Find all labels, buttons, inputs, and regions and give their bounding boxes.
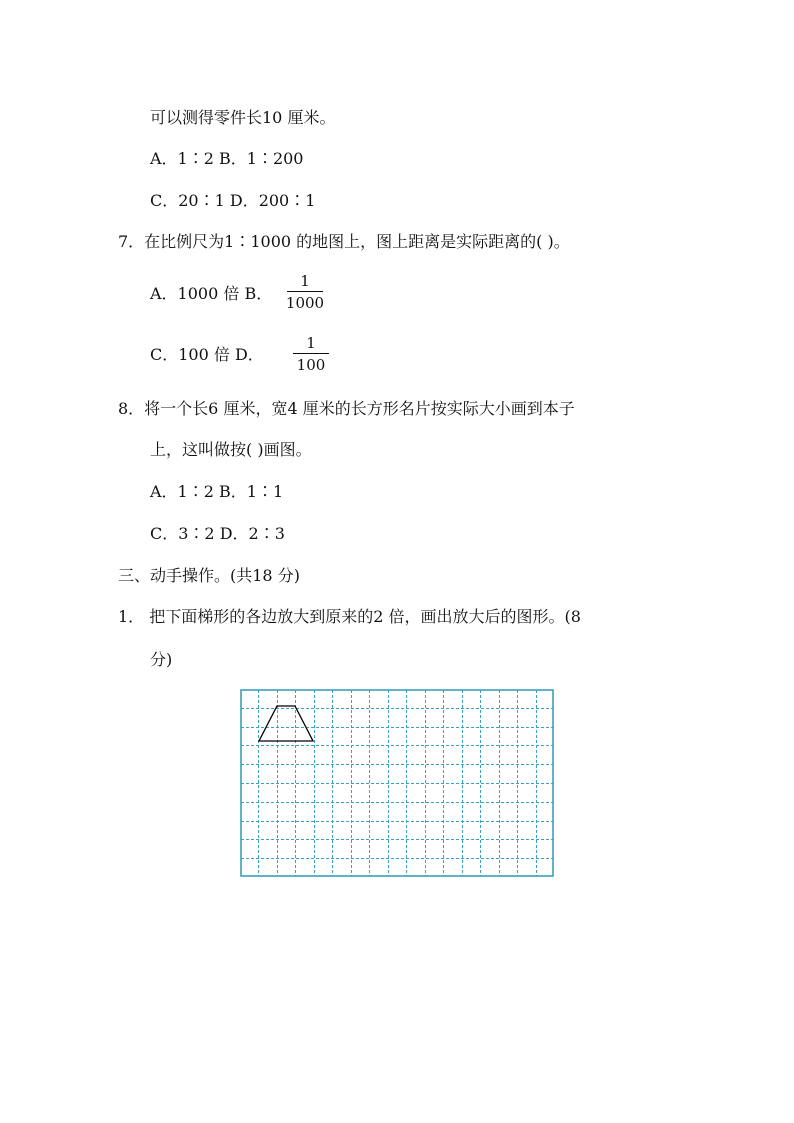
q7-question: 7．在比例尺为1∶1000 的地图上，图上距离是实际距离的( )。 — [118, 232, 570, 251]
fraction-numerator: 1 — [306, 334, 316, 352]
fraction-bar — [293, 353, 329, 354]
q8-options-cd: C．3∶2 D．2∶3 — [150, 524, 285, 543]
q6-continuation: 可以测得零件长10 厘米。 — [150, 108, 336, 127]
fraction-1-over-1000 — [285, 272, 325, 312]
fraction-1-over-100 — [291, 334, 331, 374]
q6-options-cd: C．20∶1 D．200∶1 — [150, 191, 316, 210]
q8-question-line1: 8．将一个长6 厘米，宽4 厘米的长方形名片按实际大小画到本子 — [118, 399, 575, 418]
fraction-denominator: 100 — [296, 356, 326, 374]
p1-question-line1: 1． 把下面梯形的各边放大到原来的2 倍，画出放大后的图形。(8 — [118, 607, 581, 626]
q6-options-ab: A．1∶2 B．1∶200 — [150, 149, 304, 168]
p1-question-line2: 分) — [150, 650, 173, 669]
section-3-title: 三、动手操作。(共18 分) — [118, 566, 300, 585]
q8-question-line2: 上，这叫做按( )画图。 — [150, 440, 312, 459]
drawing-grid — [240, 689, 554, 877]
q8-options-ab: A．1∶2 B．1∶1 — [150, 482, 284, 501]
grid-lines — [241, 690, 553, 876]
q7-options-cd: C．100 倍 D． — [150, 345, 264, 364]
fraction-numerator: 1 — [300, 272, 310, 290]
fraction-bar — [287, 291, 323, 292]
fraction-denominator: 1000 — [285, 294, 325, 312]
q7-options-ab: A．1000 倍 B． — [150, 284, 273, 303]
trapezoid-shape — [259, 706, 313, 741]
